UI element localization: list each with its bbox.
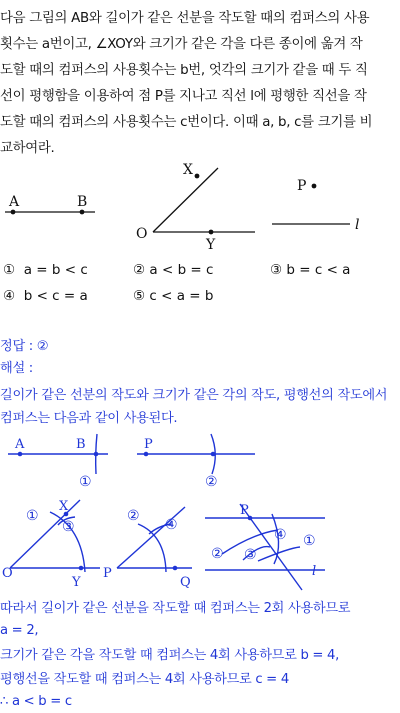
label-p-segment: P <box>144 437 153 452</box>
option-1[interactable] <box>3 262 88 278</box>
option-text: c < a = b <box>149 288 214 304</box>
option-number: ③ <box>270 262 283 278</box>
question-line: 다음 그림의 AB와 길이가 같은 선분을 작도할 때의 컴퍼스의 사용 <box>0 11 370 26</box>
option-text: b = c < a <box>286 262 351 278</box>
answer-line: 정답 : ② <box>0 339 49 354</box>
mark-2-parallel: ② <box>211 546 224 562</box>
point-q-angle <box>173 566 178 571</box>
mark-1-angle: ① <box>26 508 39 524</box>
label-a-solution: A <box>15 437 25 452</box>
label-x: X <box>183 162 193 178</box>
option-number: ⑤ <box>133 288 146 304</box>
question-line: 도할 때의 컴퍼스의 사용횟수는 c번이다. 이때 a, b, c를 크기를 비 <box>0 115 373 130</box>
mark-3-parallel: ③ <box>244 547 257 563</box>
question-line: 교하여라. <box>0 141 55 156</box>
mark-1-parallel: ① <box>303 533 316 549</box>
label-a: A <box>9 194 20 210</box>
label-b: B <box>77 194 88 210</box>
label-l: l <box>355 217 360 233</box>
mark-4-angle: ④ <box>165 517 178 533</box>
label-l-solution: l <box>312 564 317 579</box>
point-a-solution <box>18 452 23 457</box>
solution-heading: 해설 : <box>0 361 33 376</box>
label-p: P <box>297 178 307 194</box>
label-y-solution: Y <box>72 575 81 590</box>
label-q-angle: Q <box>180 575 191 590</box>
option-3[interactable] <box>270 262 350 278</box>
option-text: b < c = a <box>23 288 88 304</box>
label-x-solution: X <box>59 499 69 514</box>
label-o: O <box>136 226 148 242</box>
option-number: ④ <box>3 288 16 304</box>
conclusion-line: a = 2, <box>0 623 39 638</box>
conclusion-line: 평행선을 작도할 때 컴퍼스는 4회 사용하므로 c = 4 <box>0 672 289 687</box>
label-y: Y <box>206 237 216 253</box>
label-p-parallel: P <box>240 503 249 518</box>
option-2[interactable] <box>133 262 213 278</box>
conclusion-line: 크기가 같은 각을 작도할 때 컴퍼스는 4회 사용하므로 b = 4, <box>0 648 340 663</box>
solution-intro-line: 컴퍼스는 다음과 같이 사용된다. <box>0 411 178 426</box>
label-b-solution: B <box>76 437 86 452</box>
question-line: 도할 때의 컴퍼스의 사용횟수는 b번, 엇각의 크기가 같을 때 두 직 <box>0 63 368 78</box>
label-o-solution: O <box>2 566 13 581</box>
option-text: a < b = c <box>149 262 214 278</box>
mark-1-segment: ① <box>79 474 92 490</box>
point-b <box>80 210 85 215</box>
question-line: 횟수는 a번이고, ∠XOY와 크기가 같은 각을 다른 종이에 옮겨 작 <box>0 37 363 52</box>
option-number: ① <box>3 262 16 278</box>
question-line: 선이 평행함을 이용하여 점 P를 지나고 직선 l에 평행한 직선을 작 <box>0 89 367 104</box>
option-number: ② <box>133 262 146 278</box>
point-p-segment <box>144 452 149 457</box>
conclusion-line: ∴ a < b = c <box>0 694 72 709</box>
point-y-solution <box>79 566 84 571</box>
label-p-angle: P <box>103 566 112 581</box>
mark-2-segment: ② <box>205 474 218 490</box>
conclusion-line: 따라서 길이가 같은 선분을 작도할 때 컴퍼스는 2회 사용하므로 <box>0 601 351 616</box>
solution-figure <box>0 432 400 592</box>
point-q-segment <box>211 452 216 457</box>
mark-2-angle: ② <box>127 508 140 524</box>
mark-4-parallel: ④ <box>274 527 287 543</box>
question-figure <box>0 160 400 255</box>
mark-3-angle: ③ <box>62 519 75 535</box>
point-y <box>209 230 214 235</box>
option-text: a = b < c <box>23 262 88 278</box>
solution-intro-line: 길이가 같은 선분의 작도와 크기가 같은 각의 작도, 평행선의 작도에서 <box>0 388 388 403</box>
option-4[interactable] <box>3 288 88 304</box>
point-b-solution <box>94 452 99 457</box>
point-p <box>312 184 317 189</box>
point-a <box>11 210 16 215</box>
point-x <box>195 174 200 179</box>
option-5[interactable] <box>133 288 213 304</box>
